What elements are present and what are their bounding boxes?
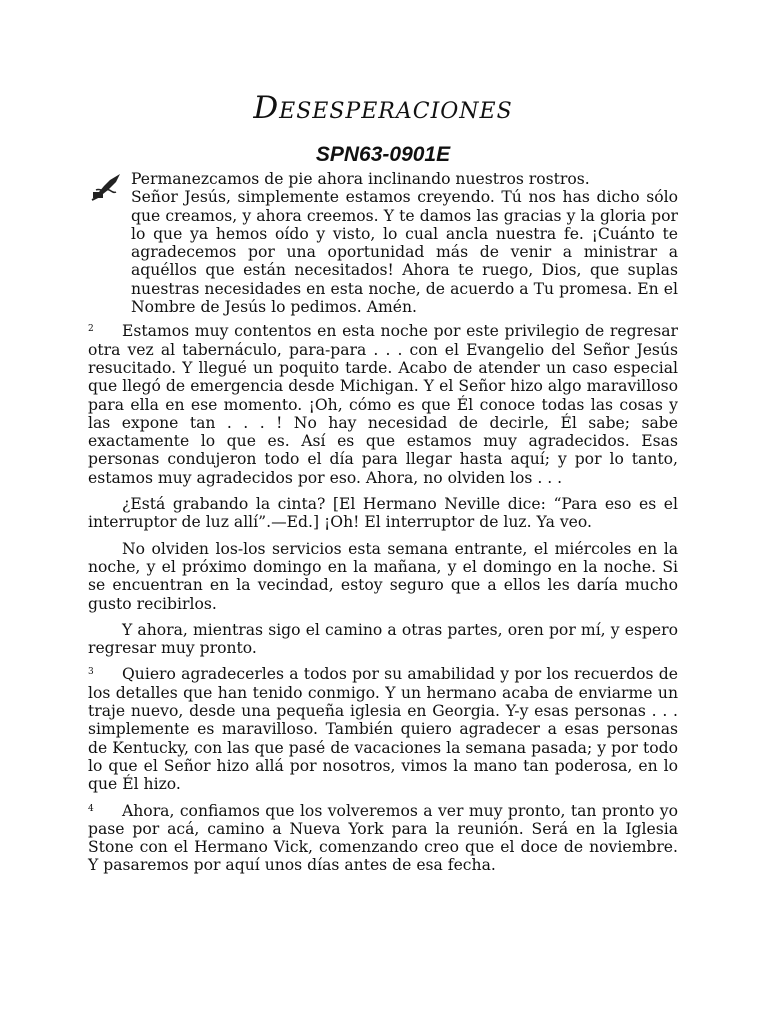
paragraph-text: Señor Jesús, simplemente estamos creyendo. Tú nos has dicho sólo que creamos, y ahora creemos. Y te damos las gracias y la gloria por lo que ya hemos oído y visto, lo cual ancla nuestra fe. ¡Cuánto te agradecemos por una oportunidad más de venir a ministrar a aquéllos que están necesitados! Ahora te ruego, Dios, que suplas nuestras necesidades en esta noche, de acuerdo a Tu promesa. En el Nombre de Jesús lo pedimos. Amén. [131, 188, 678, 317]
paragraph-number: 4 [88, 803, 94, 814]
paragraph-1 [88, 188, 678, 316]
paragraph-7 [88, 802, 678, 875]
sermon-title: Desesperaciones [253, 90, 513, 126]
paragraph-text: No olviden los-los servicios esta semana entrante, el miércoles en la noche, y el próximo domingo en la mañana, y el domingo en la noche. Si se encuentran en la vecindad, estoy seguro que a ellos les daría mucho gusto recibirlos. [88, 539, 678, 613]
paragraph-text: Estamos muy contentos en esta noche por este privilegio de regresar otra vez al tabernáculo, para-para . . . con el Evangelio del Señor Jesús resucitado. Y llegué un poquito tarde. Acabo de atender un caso especial que llegó de emergencia desde Michigan. Y el Señor hizo algo maravilloso para ella en ese momento. ¡Oh, cómo es que Él conoce todas las cosas y las expone tan . . . ! No hay necesidad de decirle, Él sabe; sabe exactamente lo que es. Así es que estamos muy agradecidos. Esas personas condujeron todo el día para llegar hasta aquí; y por lo tanto, estamos muy agradecidos por eso. Ahora, no olviden los . . . [88, 322, 678, 487]
paragraph-text: Ahora, confiamos que los volveremos a ver muy pronto, tan pronto yo pase por acá, camino a Nueva York para la reunión. Será en la Iglesia Stone con el Hermano Vick, comenzando creo que el doce de noviembre. Y pasaremos por aquí unos días antes de esa fecha. [88, 801, 678, 875]
paragraph-6 [88, 665, 678, 793]
document-page [88, 88, 678, 883]
paragraph-number: 2 [88, 324, 94, 335]
paragraph-number: 3 [88, 667, 94, 678]
paragraph-3 [88, 495, 678, 532]
paragraph-2 [88, 322, 678, 487]
paragraph-text: Quiero agradecerles a todos por su amabilidad y por los recuerdos de los detalles que han tenido conmigo. Y un hermano acaba de enviarme un traje nuevo, desde una pequeña iglesia en Georgia. Y-y esas personas . . . simplemente es maravilloso. También quiero agradecer a esas personas de Kentucky, con las que pasé de vacaciones la semana pasada; y por todo lo que el Señor hizo allá por nosotros, vimos la mano tan poderosa, en lo que Él hizo. [88, 665, 678, 794]
paragraph-text: ¿Está grabando la cinta? [El Hermano Neville dice: “Para eso es el interruptor de luz allí”.—Ed.] ¡Oh! El interruptor de luz. Ya veo. [88, 495, 678, 532]
paragraph-text: Y ahora, mientras sigo el camino a otras partes, oren por mí, y espero regresar muy pronto. [88, 620, 678, 658]
sermon-code: SPN63-0901E [315, 143, 451, 166]
paragraph-4 [88, 540, 678, 613]
paragraph-5 [88, 621, 678, 658]
first-line: Permanezcamos de pie ahora inclinando nuestros rostros. [131, 170, 590, 188]
opening-block [88, 170, 678, 316]
